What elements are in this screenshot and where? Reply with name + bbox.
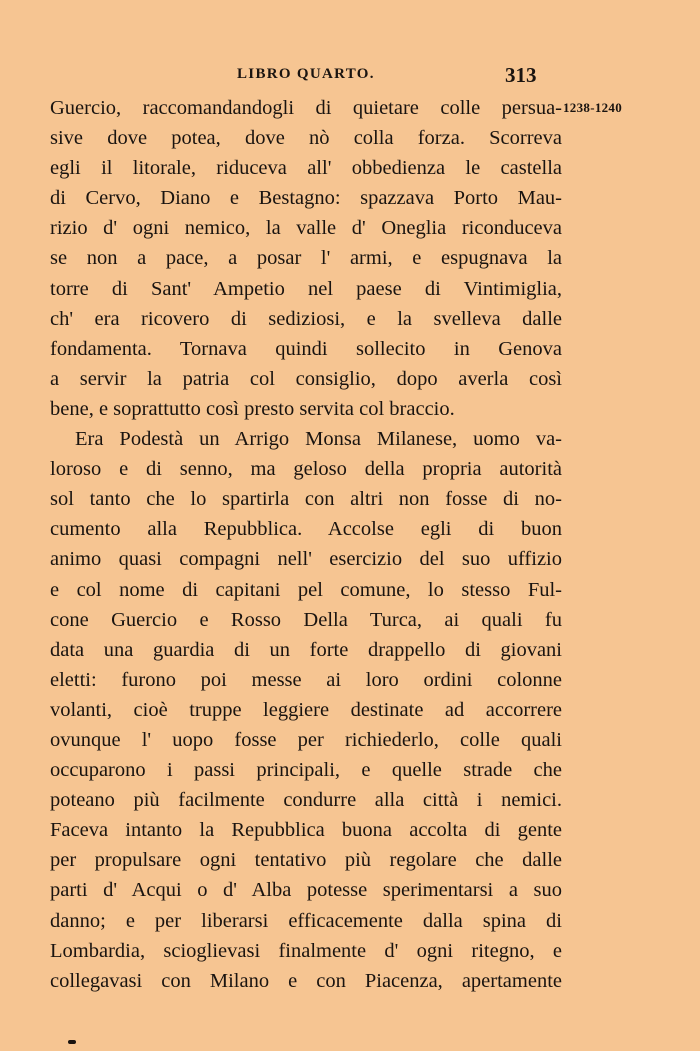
text-line: se non a pace, a posar l' armi, e espugnava la xyxy=(50,247,562,270)
text-line: torre di Sant' Ampetio nel paese di Vintimiglia, xyxy=(50,277,562,300)
text-line: danno; e per liberarsi efficacemente dalla spina di xyxy=(50,909,562,932)
text-line: Faceva intanto la Repubblica buona accolta di gente xyxy=(50,819,562,842)
text-line: volanti, cioè truppe leggiere destinate ad accorrere xyxy=(50,698,562,721)
text-line: Guercio, raccomandandogli di quietare colle persua- xyxy=(50,97,562,119)
text-line: e col nome di capitani pel comune, lo stesso Ful- xyxy=(50,578,562,601)
text-line: per propulsare ogni tentativo più regolare che dalle xyxy=(50,849,562,872)
text-line: ovunque l' uopo fosse per richiederlo, colle quali xyxy=(50,728,562,751)
text-line: Lombardia, scioglievasi finalmente d' ogni ritegno, e xyxy=(50,939,562,962)
text-line: ch' era ricovero di sediziosi, e la svelleva dalle xyxy=(50,307,562,330)
text-line: animo quasi compagni nell' esercizio del suo uffizio xyxy=(50,548,562,571)
text-line: cone Guercio e Rosso Della Turca, ai quali fu xyxy=(50,608,562,631)
text-line: fondamenta. Tornava quindi sollecito in Genova xyxy=(50,337,562,360)
text-line: sive dove potea, dove nò colla forza. Scorreva xyxy=(50,127,562,150)
text-line: occuparono i passi principali, e quelle strade che xyxy=(50,759,562,782)
margin-date-note: 1238-1240 xyxy=(563,100,623,115)
text-line: eletti: furono poi messe ai loro ordini colonne xyxy=(50,668,562,691)
paragraph-start-line: Era Podestà un Arrigo Monsa Milanese, uomo va- xyxy=(75,428,562,451)
text-line: egli il litorale, riduceva all' obbedienza le castella xyxy=(50,157,562,180)
ink-mark xyxy=(68,1040,76,1044)
text-line: rizio d' ogni nemico, la valle d' Oneglia riconduceva xyxy=(50,217,562,240)
page-number: 313 xyxy=(505,63,537,87)
text-line: cumento alla Repubblica. Accolse egli di buon xyxy=(50,518,562,541)
paragraph-end-line: bene, e soprattutto così presto servita col braccio. xyxy=(50,397,455,420)
running-title: LIBRO QUARTO. xyxy=(237,66,375,82)
text-line: data una guardia di un forte drappello di giovani xyxy=(50,638,562,661)
text-line: loroso e di senno, ma geloso della propria autorità xyxy=(50,458,562,481)
page-header xyxy=(0,63,700,94)
body-text xyxy=(50,93,562,996)
text-line: collegavasi con Milano e con Piacenza, apertamente xyxy=(50,969,562,992)
text-line: poteano più facilmente condurre alla città i nemici. xyxy=(50,789,562,812)
text-line: parti d' Acqui o d' Alba potesse sperimentarsi a suo xyxy=(50,879,562,902)
text-line: di Cervo, Diano e Bestagno: spazzava Porto Mau- xyxy=(50,187,562,210)
text-line: a servir la patria col consiglio, dopo averla così xyxy=(50,367,562,390)
text-line: sol tanto che lo spartirla con altri non fosse di no- xyxy=(50,488,562,511)
